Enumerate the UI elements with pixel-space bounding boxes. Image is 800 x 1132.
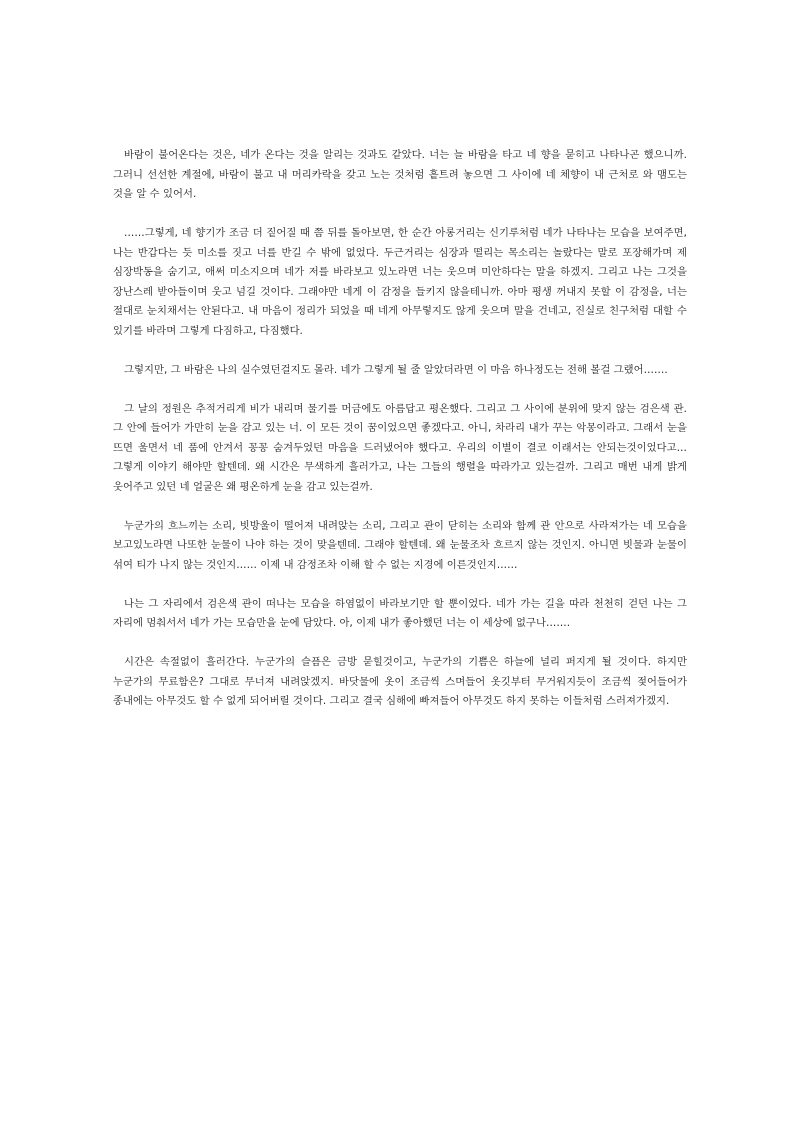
document-body bbox=[113, 146, 687, 731]
paragraph-4: 그 날의 정원은 추적거리게 비가 내리며 물기를 머금에도 아름답고 평온했다. 그리고 그 사이에 분위에 맞지 않는 검은색 관. 그 안에 들어가 가만히 눈을 감고 있는 너. 이 모든 것이 꿈이었으면 좋겠다고. 아니, 차라리 내가 꾸는 악몽이라고. 그래서 눈을 뜨면 울면서 네 품에 안겨서 꽁꽁 숨겨두었던 마음을 드러냈어야 했다고. 우리의 이별이 결코 이래서는 안되는것이었다고… 그렇게 이야기 해야만 할텐데. 왜 시간은 무색하게 흘러가고, 나는 그들의 행렬을 따라가고 있는걸까. 그리고 매번 내게 밝게 웃어주고 있던 네 얼굴은 왜 평온하게 눈을 감고 있는걸까. bbox=[113, 402, 687, 493]
paragraph-3: 그렇지만, 그 바람은 나의 실수였던걸지도 몰라. 네가 그렇게 될 줄 알았더라면 이 마음 하나정도는 전해 볼걸 그랬어……. bbox=[124, 363, 668, 376]
paragraph-1: 바람이 불어온다는 것은, 네가 온다는 것을 알리는 것과도 같았다. 너는 늘 바람을 타고 네 향을 묻히고 나타나곤 했으니까. 그러니 선선한 계절에, 바람이 불고 내 머리카락을 갖고 노는 것처럼 흩트려 놓으면 그 사이에 네 체향이 내 근처로 와 맴도는 것을 알 수 있어서. bbox=[113, 149, 687, 200]
paragraph-2: ……그렇게, 네 향기가 조금 더 짙어질 때 쯤 뒤를 돌아보면, 한 순간 아롱거리는 신기루처럼 네가 나타나는 모습을 보여주면, 나는 반갑다는 듯 미소를 짓고 너를 반길 수 밖에 없었다. 두근거리는 심장과 떨리는 목소리는 놀랐다는 말로 포장해가며 제 심장박동을 숨기고, 애써 미소지으며 네가 저를 바라보고 있노라면 너는 웃으며 미안하다는 말을 하겠지. 그리고 나는 그것을 장난스레 받아들이며 웃고 넘길 것이다. 그래야만 네게 이 감정을 들키지 않을테니까. 아마 평생 꺼내지 못할 이 감정을, 너는 절대로 눈치채서는 안된다고. 내 마음이 정리가 되었을 때 네게 아무렇지도 않게 웃으며 말을 건네고, 진실로 친구처럼 대할 수 있기를 바라며 그렇게 다짐하고, 다짐했다. bbox=[113, 227, 687, 337]
paragraph-5: 누군가의 흐느끼는 소리, 빗방울이 떨어져 내려앉는 소리, 그리고 관이 닫히는 소리와 함께 관 안으로 사라져가는 네 모습을 보고있노라면 나또한 눈물이 나야 하는 것이 맞을텐데. 그래야 할텐데. 왜 눈물조차 흐르지 않는 것인지. 아니면 빗물과 눈물이 섞여 티가 나지 않는 것인지…… 이제 내 감정조차 이해 할 수 없는 지경에 이른것인지…… bbox=[113, 519, 687, 571]
paragraph-6: 나는 그 자리에서 검은색 관이 떠나는 모습을 하염없이 바라보기만 할 뿐이었다. 네가 가는 길을 따라 천천히 걷던 나는 그 자리에 멈춰서서 네가 가는 모습만을 눈에 담았다. 아, 이제 내가 좋아했던 너는 이 세상에 없구나……. bbox=[113, 597, 687, 629]
paragraph-7: 시간은 속절없이 흘러간다. 누군가의 슬픔은 금방 묻힐것이고, 누군가의 기쁨은 하늘에 널리 퍼지게 될 것이다. 하지만 누군가의 무료함은? 그대로 무너져 내려앉겠지. 바닷물에 옷이 조금씩 스며들어 옷깃부터 무거워지듯이 조금씩 젖어들어가 종내에는 아무것도 할 수 없게 되어버릴 것이다. 그리고 결국 심해에 빠져들어 아무것도 하지 못하는 이들처럼 스러져가겠지. bbox=[113, 656, 687, 707]
